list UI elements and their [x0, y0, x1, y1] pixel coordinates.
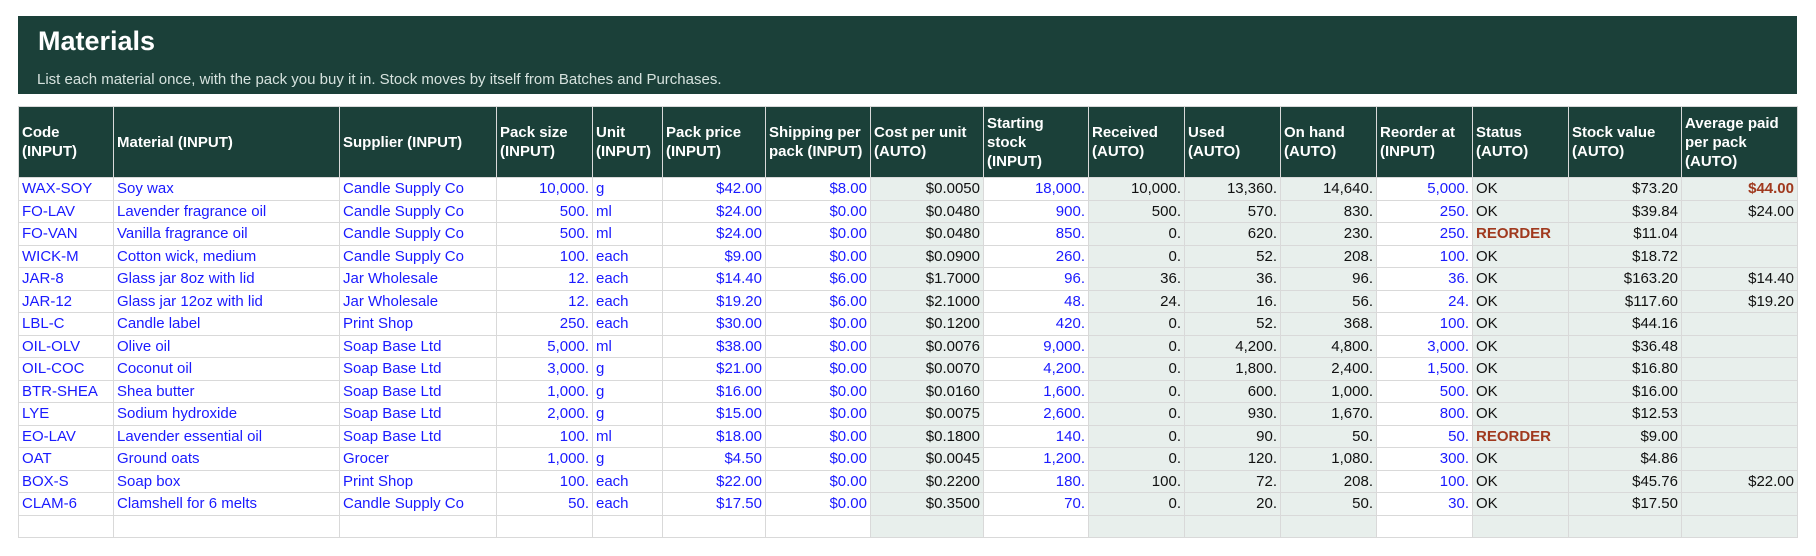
col-header-shipping[interactable]: Shipping per pack (INPUT)	[766, 107, 871, 178]
cell-status[interactable]: OK	[1473, 313, 1569, 336]
cell-stock-value[interactable]: $4.86	[1569, 448, 1682, 471]
cell-cost-per-unit[interactable]: $0.0050	[871, 178, 984, 201]
cell-on-hand[interactable]: 208.	[1281, 470, 1377, 493]
cell-on-hand[interactable]: 830.	[1281, 200, 1377, 223]
cell-shipping[interactable]: $0.00	[766, 223, 871, 246]
cell-avg-paid[interactable]	[1682, 493, 1798, 516]
cell-used[interactable]: 4,200.	[1185, 335, 1281, 358]
cell-received[interactable]: 0.	[1089, 493, 1185, 516]
table-row	[19, 335, 1798, 358]
cell-material[interactable]: Ground oats	[114, 448, 340, 471]
cell-pack-size[interactable]: 500.	[497, 200, 593, 223]
cell-stock-value[interactable]: $16.80	[1569, 358, 1682, 381]
cell-supplier[interactable]: Candle Supply Co	[340, 200, 497, 223]
cell-pack-price[interactable]: $9.00	[663, 245, 766, 268]
cell-code[interactable]: EO-LAV	[19, 425, 114, 448]
cell-supplier[interactable]: Soap Base Ltd	[340, 335, 497, 358]
cell-starting-stock[interactable]: 420.	[984, 313, 1089, 336]
cell-shipping-empty[interactable]	[766, 515, 871, 538]
cell-used[interactable]: 600.	[1185, 380, 1281, 403]
cell-code[interactable]: WAX-SOY	[19, 178, 114, 201]
cell-reorder-at[interactable]: 100.	[1377, 245, 1473, 268]
cell-received[interactable]: 0.	[1089, 223, 1185, 246]
cell-pack-price[interactable]: $18.00	[663, 425, 766, 448]
cell-status[interactable]: OK	[1473, 403, 1569, 426]
col-header-reorder-at[interactable]: Reorder at (INPUT)	[1377, 107, 1473, 178]
cell-used[interactable]: 1,800.	[1185, 358, 1281, 381]
cell-material[interactable]: Olive oil	[114, 335, 340, 358]
cell-on-hand[interactable]: 1,080.	[1281, 448, 1377, 471]
cell-stock-value[interactable]: $17.50	[1569, 493, 1682, 516]
cell-pack-price[interactable]: $17.50	[663, 493, 766, 516]
cell-pack-size[interactable]: 100.	[497, 470, 593, 493]
cell-shipping[interactable]: $0.00	[766, 493, 871, 516]
cell-received[interactable]: 0.	[1089, 448, 1185, 471]
cell-used[interactable]: 620.	[1185, 223, 1281, 246]
cell-pack-price[interactable]: $38.00	[663, 335, 766, 358]
cell-avg-paid[interactable]: $24.00	[1682, 200, 1798, 223]
table-row	[19, 470, 1798, 493]
cell-stock-value[interactable]: $36.48	[1569, 335, 1682, 358]
cell-status[interactable]: OK	[1473, 335, 1569, 358]
cell-code[interactable]: FO-VAN	[19, 223, 114, 246]
cell-received[interactable]: 0.	[1089, 313, 1185, 336]
cell-supplier[interactable]: Soap Base Ltd	[340, 403, 497, 426]
cell-unit[interactable]: ml	[593, 425, 663, 448]
cell-shipping[interactable]: $0.00	[766, 313, 871, 336]
cell-starting-stock[interactable]: 70.	[984, 493, 1089, 516]
col-header-cost-per-unit[interactable]: Cost per unit (AUTO)	[871, 107, 984, 178]
cell-status[interactable]: OK	[1473, 448, 1569, 471]
cell-cost-per-unit[interactable]: $0.1800	[871, 425, 984, 448]
cell-reorder-at[interactable]: 24.	[1377, 290, 1473, 313]
cell-used-empty[interactable]	[1185, 515, 1281, 538]
cell-shipping[interactable]: $0.00	[766, 470, 871, 493]
cell-on-hand[interactable]: 1,670.	[1281, 403, 1377, 426]
cell-unit[interactable]: ml	[593, 200, 663, 223]
cell-status[interactable]: OK	[1473, 493, 1569, 516]
cell-unit[interactable]: each	[593, 313, 663, 336]
cell-starting-stock[interactable]: 4,200.	[984, 358, 1089, 381]
cell-avg-paid[interactable]	[1682, 313, 1798, 336]
cell-on-hand[interactable]: 96.	[1281, 268, 1377, 291]
cell-on-hand[interactable]: 208.	[1281, 245, 1377, 268]
cell-shipping[interactable]: $0.00	[766, 245, 871, 268]
cell-received-empty[interactable]	[1089, 515, 1185, 538]
cell-shipping[interactable]: $0.00	[766, 200, 871, 223]
cell-unit[interactable]: g	[593, 358, 663, 381]
cell-cost-per-unit[interactable]: $0.0480	[871, 200, 984, 223]
col-header-starting-stock[interactable]: Starting stock (INPUT)	[984, 107, 1089, 178]
cell-reorder-at[interactable]: 100.	[1377, 313, 1473, 336]
cell-reorder-at[interactable]: 1,500.	[1377, 358, 1473, 381]
cell-stock-value[interactable]: $44.16	[1569, 313, 1682, 336]
cell-status[interactable]: OK	[1473, 268, 1569, 291]
header-row	[19, 107, 1798, 178]
cell-pack-price[interactable]: $30.00	[663, 313, 766, 336]
cell-on-hand[interactable]: 368.	[1281, 313, 1377, 336]
col-header-avg-paid[interactable]: Average paid per pack (AUTO)	[1682, 107, 1798, 178]
cell-starting-stock[interactable]: 1,200.	[984, 448, 1089, 471]
cell-code[interactable]: BTR-SHEA	[19, 380, 114, 403]
table-row	[19, 493, 1798, 516]
cell-starting-stock[interactable]: 1,600.	[984, 380, 1089, 403]
cell-starting-stock-empty[interactable]	[984, 515, 1089, 538]
cell-status[interactable]: OK	[1473, 380, 1569, 403]
table-row	[19, 245, 1798, 268]
cell-cost-per-unit[interactable]: $0.0160	[871, 380, 984, 403]
cell-avg-paid[interactable]: $22.00	[1682, 470, 1798, 493]
cell-pack-price[interactable]: $15.00	[663, 403, 766, 426]
table-row	[19, 290, 1798, 313]
cell-stock-value[interactable]: $9.00	[1569, 425, 1682, 448]
cell-pack-price[interactable]: $42.00	[663, 178, 766, 201]
cell-reorder-at[interactable]: 50.	[1377, 425, 1473, 448]
cell-material[interactable]: Candle label	[114, 313, 340, 336]
cell-used[interactable]: 16.	[1185, 290, 1281, 313]
cell-code[interactable]: FO-LAV	[19, 200, 114, 223]
cell-unit[interactable]: g	[593, 403, 663, 426]
cell-starting-stock[interactable]: 260.	[984, 245, 1089, 268]
cell-received[interactable]: 0.	[1089, 425, 1185, 448]
table-row	[19, 223, 1798, 246]
cell-received[interactable]: 100.	[1089, 470, 1185, 493]
cell-shipping[interactable]: $0.00	[766, 380, 871, 403]
cell-reorder-at[interactable]: 250.	[1377, 223, 1473, 246]
cell-pack-price[interactable]: $19.20	[663, 290, 766, 313]
cell-material[interactable]: Coconut oil	[114, 358, 340, 381]
cell-reorder-at[interactable]: 100.	[1377, 470, 1473, 493]
cell-used[interactable]: 52.	[1185, 313, 1281, 336]
cell-used[interactable]: 13,360.	[1185, 178, 1281, 201]
cell-shipping[interactable]: $0.00	[766, 425, 871, 448]
cell-used[interactable]: 930.	[1185, 403, 1281, 426]
col-header-status[interactable]: Status (AUTO)	[1473, 107, 1569, 178]
cell-starting-stock[interactable]: 48.	[984, 290, 1089, 313]
cell-supplier[interactable]: Print Shop	[340, 313, 497, 336]
cell-shipping[interactable]: $0.00	[766, 358, 871, 381]
cell-status[interactable]: OK	[1473, 245, 1569, 268]
cell-pack-size[interactable]: 3,000.	[497, 358, 593, 381]
cell-stock-value[interactable]: $73.20	[1569, 178, 1682, 201]
cell-starting-stock[interactable]: 18,000.	[984, 178, 1089, 201]
cell-received[interactable]: 0.	[1089, 245, 1185, 268]
cell-code[interactable]: BOX-S	[19, 470, 114, 493]
col-header-on-hand[interactable]: On hand (AUTO)	[1281, 107, 1377, 178]
cell-received[interactable]: 0.	[1089, 380, 1185, 403]
sheet-title: Materials	[38, 26, 156, 56]
cell-supplier[interactable]: Candle Supply Co	[340, 223, 497, 246]
cell-used[interactable]: 72.	[1185, 470, 1281, 493]
cell-shipping[interactable]: $6.00	[766, 290, 871, 313]
cell-material[interactable]: Glass jar 8oz with lid	[114, 268, 340, 291]
cell-unit[interactable]: each	[593, 470, 663, 493]
cell-reorder-at[interactable]: 36.	[1377, 268, 1473, 291]
cell-material[interactable]: Soy wax	[114, 178, 340, 201]
cell-cost-per-unit[interactable]: $0.0070	[871, 358, 984, 381]
cell-reorder-at[interactable]: 30.	[1377, 493, 1473, 516]
cell-pack-size[interactable]: 5,000.	[497, 335, 593, 358]
cell-on-hand[interactable]: 14,640.	[1281, 178, 1377, 201]
cell-stock-value[interactable]: $39.84	[1569, 200, 1682, 223]
cell-used[interactable]: 120.	[1185, 448, 1281, 471]
cell-avg-paid[interactable]	[1682, 358, 1798, 381]
cell-status[interactable]: REORDER	[1473, 425, 1569, 448]
cell-unit[interactable]: g	[593, 178, 663, 201]
cell-reorder-at[interactable]: 500.	[1377, 380, 1473, 403]
cell-code-empty[interactable]	[19, 515, 114, 538]
cell-used[interactable]: 20.	[1185, 493, 1281, 516]
cell-received[interactable]: 0.	[1089, 358, 1185, 381]
cell-on-hand[interactable]: 230.	[1281, 223, 1377, 246]
cell-received[interactable]: 10,000.	[1089, 178, 1185, 201]
cell-avg-paid[interactable]	[1682, 223, 1798, 246]
cell-starting-stock[interactable]: 180.	[984, 470, 1089, 493]
table-row	[19, 178, 1798, 201]
cell-material[interactable]: Soap box	[114, 470, 340, 493]
cell-stock-value[interactable]: $45.76	[1569, 470, 1682, 493]
cell-stock-value-empty[interactable]	[1569, 515, 1682, 538]
cell-shipping[interactable]: $8.00	[766, 178, 871, 201]
table-row	[19, 313, 1798, 336]
cell-pack-size[interactable]: 100.	[497, 245, 593, 268]
cell-supplier[interactable]: Grocer	[340, 448, 497, 471]
cell-stock-value[interactable]: $117.60	[1569, 290, 1682, 313]
cell-reorder-at[interactable]: 250.	[1377, 200, 1473, 223]
sheet-subtitle: List each material once, with the pack you buy it in. Stock moves by itself from Batches and Purchases.	[37, 71, 722, 88]
cell-status-empty[interactable]	[1473, 515, 1569, 538]
empty-row	[19, 515, 1798, 538]
cell-material-empty[interactable]	[114, 515, 340, 538]
cell-material[interactable]: Lavender essential oil	[114, 425, 340, 448]
col-header-code[interactable]: Code (INPUT)	[19, 107, 114, 178]
cell-unit[interactable]: each	[593, 268, 663, 291]
cell-material[interactable]: Cotton wick, medium	[114, 245, 340, 268]
cell-stock-value[interactable]: $163.20	[1569, 268, 1682, 291]
cell-supplier[interactable]: Soap Base Ltd	[340, 380, 497, 403]
cell-status[interactable]: REORDER	[1473, 223, 1569, 246]
cell-avg-paid[interactable]	[1682, 245, 1798, 268]
col-header-pack-price[interactable]: Pack price (INPUT)	[663, 107, 766, 178]
col-header-pack-size[interactable]: Pack size (INPUT)	[497, 107, 593, 178]
table-row	[19, 380, 1798, 403]
cell-reorder-at[interactable]: 5,000.	[1377, 178, 1473, 201]
table-row	[19, 425, 1798, 448]
cell-received[interactable]: 0.	[1089, 403, 1185, 426]
cell-pack-price-empty[interactable]	[663, 515, 766, 538]
cell-material[interactable]: Clamshell for 6 melts	[114, 493, 340, 516]
cell-starting-stock[interactable]: 900.	[984, 200, 1089, 223]
cell-pack-price[interactable]: $16.00	[663, 380, 766, 403]
cell-shipping[interactable]: $0.00	[766, 448, 871, 471]
cell-used[interactable]: 90.	[1185, 425, 1281, 448]
cell-supplier-empty[interactable]	[340, 515, 497, 538]
cell-shipping[interactable]: $6.00	[766, 268, 871, 291]
col-header-used[interactable]: Used (AUTO)	[1185, 107, 1281, 178]
cell-pack-size[interactable]: 50.	[497, 493, 593, 516]
cell-code[interactable]: JAR-8	[19, 268, 114, 291]
cell-stock-value[interactable]: $18.72	[1569, 245, 1682, 268]
cell-on-hand[interactable]: 56.	[1281, 290, 1377, 313]
cell-pack-price[interactable]: $24.00	[663, 223, 766, 246]
cell-cost-per-unit[interactable]: $0.3500	[871, 493, 984, 516]
cell-cost-per-unit[interactable]: $0.0076	[871, 335, 984, 358]
cell-used[interactable]: 36.	[1185, 268, 1281, 291]
col-header-supplier[interactable]: Supplier (INPUT)	[340, 107, 497, 178]
cell-used[interactable]: 52.	[1185, 245, 1281, 268]
cell-supplier[interactable]: Soap Base Ltd	[340, 358, 497, 381]
cell-supplier[interactable]: Print Shop	[340, 470, 497, 493]
cell-used[interactable]: 570.	[1185, 200, 1281, 223]
col-header-unit[interactable]: Unit (INPUT)	[593, 107, 663, 178]
cell-material[interactable]: Sodium hydroxide	[114, 403, 340, 426]
cell-code[interactable]: LYE	[19, 403, 114, 426]
cell-on-hand[interactable]: 50.	[1281, 425, 1377, 448]
cell-avg-paid[interactable]: $14.40	[1682, 268, 1798, 291]
cell-starting-stock[interactable]: 2,600.	[984, 403, 1089, 426]
cell-on-hand[interactable]: 2,400.	[1281, 358, 1377, 381]
cell-code[interactable]: CLAM-6	[19, 493, 114, 516]
cell-stock-value[interactable]: $16.00	[1569, 380, 1682, 403]
table-row	[19, 448, 1798, 471]
cell-starting-stock[interactable]: 9,000.	[984, 335, 1089, 358]
cell-status[interactable]: OK	[1473, 200, 1569, 223]
cell-pack-size-empty[interactable]	[497, 515, 593, 538]
cell-material[interactable]: Lavender fragrance oil	[114, 200, 340, 223]
table-row	[19, 403, 1798, 426]
cell-supplier[interactable]: Candle Supply Co	[340, 245, 497, 268]
cell-unit[interactable]: each	[593, 245, 663, 268]
cell-unit[interactable]: each	[593, 290, 663, 313]
cell-pack-size[interactable]: 10,000.	[497, 178, 593, 201]
materials-table	[18, 106, 1798, 538]
col-header-material[interactable]: Material (INPUT)	[114, 107, 340, 178]
cell-cost-per-unit[interactable]: $0.0075	[871, 403, 984, 426]
cell-material[interactable]: Glass jar 12oz with lid	[114, 290, 340, 313]
cell-pack-price[interactable]: $4.50	[663, 448, 766, 471]
cell-cost-per-unit[interactable]: $2.1000	[871, 290, 984, 313]
cell-cost-per-unit[interactable]: $0.0045	[871, 448, 984, 471]
cell-reorder-at[interactable]: 3,000.	[1377, 335, 1473, 358]
table-body	[19, 178, 1798, 538]
cell-pack-size[interactable]: 100.	[497, 425, 593, 448]
cell-supplier[interactable]: Jar Wholesale	[340, 268, 497, 291]
cell-avg-paid-empty[interactable]	[1682, 515, 1798, 538]
cell-unit[interactable]: ml	[593, 223, 663, 246]
cell-shipping[interactable]: $0.00	[766, 403, 871, 426]
cell-cost-per-unit-empty[interactable]	[871, 515, 984, 538]
cell-material[interactable]: Vanilla fragrance oil	[114, 223, 340, 246]
cell-on-hand[interactable]: 4,800.	[1281, 335, 1377, 358]
cell-cost-per-unit[interactable]: $1.7000	[871, 268, 984, 291]
cell-avg-paid[interactable]	[1682, 380, 1798, 403]
cell-pack-price[interactable]: $22.00	[663, 470, 766, 493]
cell-pack-price[interactable]: $21.00	[663, 358, 766, 381]
cell-unit-empty[interactable]	[593, 515, 663, 538]
cell-code[interactable]: WICK-M	[19, 245, 114, 268]
cell-status[interactable]: OK	[1473, 290, 1569, 313]
cell-pack-size[interactable]: 500.	[497, 223, 593, 246]
cell-pack-size[interactable]: 12.	[497, 290, 593, 313]
cell-code[interactable]: OAT	[19, 448, 114, 471]
cell-pack-size[interactable]: 1,000.	[497, 448, 593, 471]
cell-pack-size[interactable]: 2,000.	[497, 403, 593, 426]
cell-received[interactable]: 0.	[1089, 335, 1185, 358]
cell-pack-price[interactable]: $24.00	[663, 200, 766, 223]
cell-unit[interactable]: g	[593, 448, 663, 471]
cell-pack-size[interactable]: 250.	[497, 313, 593, 336]
cell-avg-paid[interactable]	[1682, 403, 1798, 426]
col-header-received[interactable]: Received (AUTO)	[1089, 107, 1185, 178]
cell-cost-per-unit[interactable]: $0.0480	[871, 223, 984, 246]
cell-stock-value[interactable]: $12.53	[1569, 403, 1682, 426]
cell-reorder-at[interactable]: 300.	[1377, 448, 1473, 471]
cell-avg-paid[interactable]	[1682, 335, 1798, 358]
cell-shipping[interactable]: $0.00	[766, 335, 871, 358]
cell-reorder-at-empty[interactable]	[1377, 515, 1473, 538]
cell-pack-size[interactable]: 12.	[497, 268, 593, 291]
cell-code[interactable]: OIL-COC	[19, 358, 114, 381]
cell-code[interactable]: OIL-OLV	[19, 335, 114, 358]
cell-unit[interactable]: ml	[593, 335, 663, 358]
cell-on-hand-empty[interactable]	[1281, 515, 1377, 538]
cell-reorder-at[interactable]: 800.	[1377, 403, 1473, 426]
cell-status[interactable]: OK	[1473, 470, 1569, 493]
cell-received[interactable]: 24.	[1089, 290, 1185, 313]
cell-unit[interactable]: each	[593, 493, 663, 516]
sheet-title-banner	[18, 16, 1797, 94]
cell-code[interactable]: JAR-12	[19, 290, 114, 313]
cell-pack-size[interactable]: 1,000.	[497, 380, 593, 403]
table-row	[19, 200, 1798, 223]
cell-supplier[interactable]: Soap Base Ltd	[340, 425, 497, 448]
cell-on-hand[interactable]: 50.	[1281, 493, 1377, 516]
cell-on-hand[interactable]: 1,000.	[1281, 380, 1377, 403]
col-header-stock-value[interactable]: Stock value (AUTO)	[1569, 107, 1682, 178]
cell-avg-paid[interactable]	[1682, 448, 1798, 471]
table-row	[19, 358, 1798, 381]
cell-material[interactable]: Shea butter	[114, 380, 340, 403]
cell-avg-paid[interactable]: $19.20	[1682, 290, 1798, 313]
cell-cost-per-unit[interactable]: $0.0900	[871, 245, 984, 268]
cell-avg-paid[interactable]: $44.00	[1682, 178, 1798, 201]
cell-starting-stock[interactable]: 850.	[984, 223, 1089, 246]
cell-status[interactable]: OK	[1473, 178, 1569, 201]
cell-pack-price[interactable]: $14.40	[663, 268, 766, 291]
table-row	[19, 268, 1798, 291]
cell-supplier[interactable]: Jar Wholesale	[340, 290, 497, 313]
cell-unit[interactable]: g	[593, 380, 663, 403]
cell-cost-per-unit[interactable]: $0.1200	[871, 313, 984, 336]
cell-status[interactable]: OK	[1473, 358, 1569, 381]
cell-starting-stock[interactable]: 96.	[984, 268, 1089, 291]
cell-code[interactable]: LBL-C	[19, 313, 114, 336]
cell-supplier[interactable]: Candle Supply Co	[340, 178, 497, 201]
cell-stock-value[interactable]: $11.04	[1569, 223, 1682, 246]
cell-supplier[interactable]: Candle Supply Co	[340, 493, 497, 516]
cell-received[interactable]: 36.	[1089, 268, 1185, 291]
cell-avg-paid[interactable]	[1682, 425, 1798, 448]
cell-starting-stock[interactable]: 140.	[984, 425, 1089, 448]
cell-cost-per-unit[interactable]: $0.2200	[871, 470, 984, 493]
cell-received[interactable]: 500.	[1089, 200, 1185, 223]
